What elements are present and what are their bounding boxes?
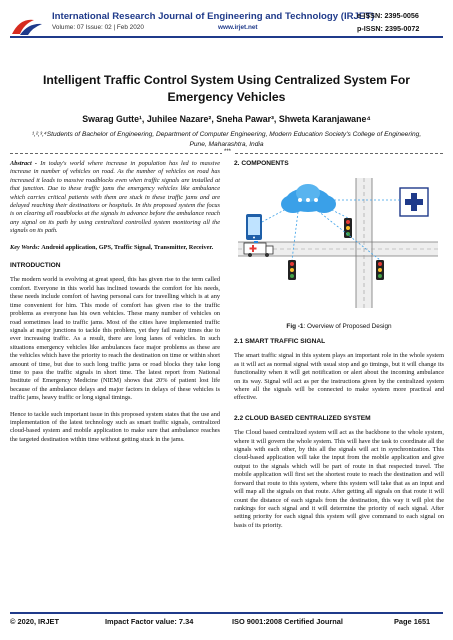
eissn: e-ISSN: 2395-0056 xyxy=(357,11,419,20)
irjet-logo xyxy=(10,14,44,38)
smart-signal-heading: 2.1 SMART TRAFFIC SIGNAL xyxy=(234,338,326,345)
pissn: p-ISSN: 2395-0072 xyxy=(357,24,420,33)
keywords-text: Android application, GPS, Traffic Signal, Transmitter, Receiver. xyxy=(41,243,214,251)
footer-rule xyxy=(10,612,443,614)
figure-caption-text: : Overview of Proposed Design xyxy=(303,323,392,330)
intro-heading: INTRODUCTION xyxy=(10,262,61,270)
journal-title: International Research Journal of Engineering and Technology (IRJET) xyxy=(52,11,375,22)
footer-impact-factor: Impact Factor value: 7.34 xyxy=(105,617,194,626)
footer-copyright: © 2020, IRJET xyxy=(10,617,59,626)
cloud-system-heading: 2.2 CLOUD BASED CENTRALIZED SYSTEM xyxy=(234,414,371,422)
cloud-icon xyxy=(281,184,336,213)
separator-stars: *** xyxy=(224,149,232,155)
footer-page-number: Page 1651 xyxy=(394,617,431,626)
keywords xyxy=(10,244,220,252)
volume-info: Volume: 07 Issue: 02 | Feb 2020 xyxy=(52,24,144,31)
traffic-signal-icon xyxy=(344,218,352,238)
system-diagram xyxy=(238,178,438,308)
abstract-text: In today's world where increase in population has led to massive increase in number of vehicles on road. As the number of vehicles on road has increased it leads to massive roadblocks even when traffic signals are installed at that junction. Due to these traffic jams the emergency vehicles like ambulance which carries critical patients with them are stuck in these traffic jams and are delayed reaching their destinations or hospitals. In this proposed system the focus is on clearing all roadblocks at the signals in advance before the ambulance reach any signal on its path by using centralized controlled system monitoring all the signals on its path. xyxy=(10,160,220,235)
right-column-lower xyxy=(234,338,444,530)
figure-caption-label: Fig -1 xyxy=(286,323,304,330)
mobile-phone-icon xyxy=(246,214,262,240)
affiliation: ¹,²,³,⁴Students of Bachelor of Engineering, Department of Computer Engineering, Modern Education Society's College of Engineering, Pune, Maharashtra, India xyxy=(31,131,422,148)
components-heading: 2. COMPONENTS xyxy=(234,160,289,167)
figure-caption xyxy=(234,323,444,330)
smart-signal-paragraph: The smart traffic signal in this system plays an important role in the whole system as it will act as normal signal with usual stop and go timings, but it will change its functionality when it will get notification or alert about the incoming ambulance on its way. Signal will act as per the instructions given by the centralized system where all the signals will be connected to make system more practical and effective. xyxy=(234,352,444,402)
intro-paragraph-2: Hence to tackle such important issue in this proposed system states that the use and implementation of the latest technology such as smart traffic signals, centralized cloud-based system and mobile application to make sure that ambulance reaches the targeted destination within time without getting stuck in the jams. xyxy=(10,410,220,443)
keywords-label: Key Words: xyxy=(10,243,42,251)
journal-website[interactable]: www.irjet.net xyxy=(218,24,258,31)
footer-iso: ISO 9001:2008 Certified Journal xyxy=(232,617,343,626)
abstract xyxy=(10,160,220,236)
header-rule xyxy=(10,36,443,38)
left-column xyxy=(10,160,220,444)
cloud-system-paragraph: The Cloud based centralized system will act as the backbone to the whole system, where it will govern the whole system. This will have the task to coordinate all the signals with each other, by this all the signals will act in synchronization. This cloud-based application will take the input from the mobile application and give output to the signals which will be part of route in that respected travel. The mobile application will first set the shortest route to reach the destination and will forward that route to this system, where this system will take that as an input and will map all the signals on that route. After getting all signals on that route it will count the distance of each signals from the destination, this way it will plot the rankings for each signal and it will determine the priority of each signal. After setting priority for each signal this system will give command to each signal on basis of its priority. xyxy=(234,429,444,529)
traffic-signal-icon xyxy=(376,260,384,280)
traffic-signal-icon xyxy=(288,260,296,280)
intro-paragraph-1: The modern world is evolving at great speed, this has given rise to the term called comfort. Everyone in this world has inclined towards the comfort for his needs, these needs include comfort of having personal cars for travelling which is at any time convenient for him. This mode of comfort has given rise to the traffic problems as everyone has his own vehicles. These many number of vehicles on road sometimes lead to traffic jams. Most of the cities have implemented traffic signals at major junctions to tackle this problem, yet they fail many times due to ever increasing traffic. As a result, there are long lanes of vehicles. In such situations emergency vehicles like ambulances face major problems as these are the vehicles which have the priority to reach the destination on time or within short amount of time, but due to such long traffic jams or road blocks they take long time to pass the traffic signals in short time. The latest report from National Institute of Emergency Medicine (NIEM) shows that 20% of patient lost life because of the ambulance delays and major factors in delays of these vehicles is traffic jams, heavy traffic or long signal timings. xyxy=(10,276,220,402)
paper-title: Intelligent Traffic Control System Using Centralized System For Emergency Vehicles xyxy=(42,73,411,104)
abstract-label: Abstract - xyxy=(10,160,41,167)
right-column xyxy=(234,160,444,174)
author-list: Swarag Gutte¹, Juhilee Nazare², Sneha Pawar³, Shweta Karanjawane⁴ xyxy=(82,114,371,124)
hospital-icon xyxy=(400,188,428,216)
